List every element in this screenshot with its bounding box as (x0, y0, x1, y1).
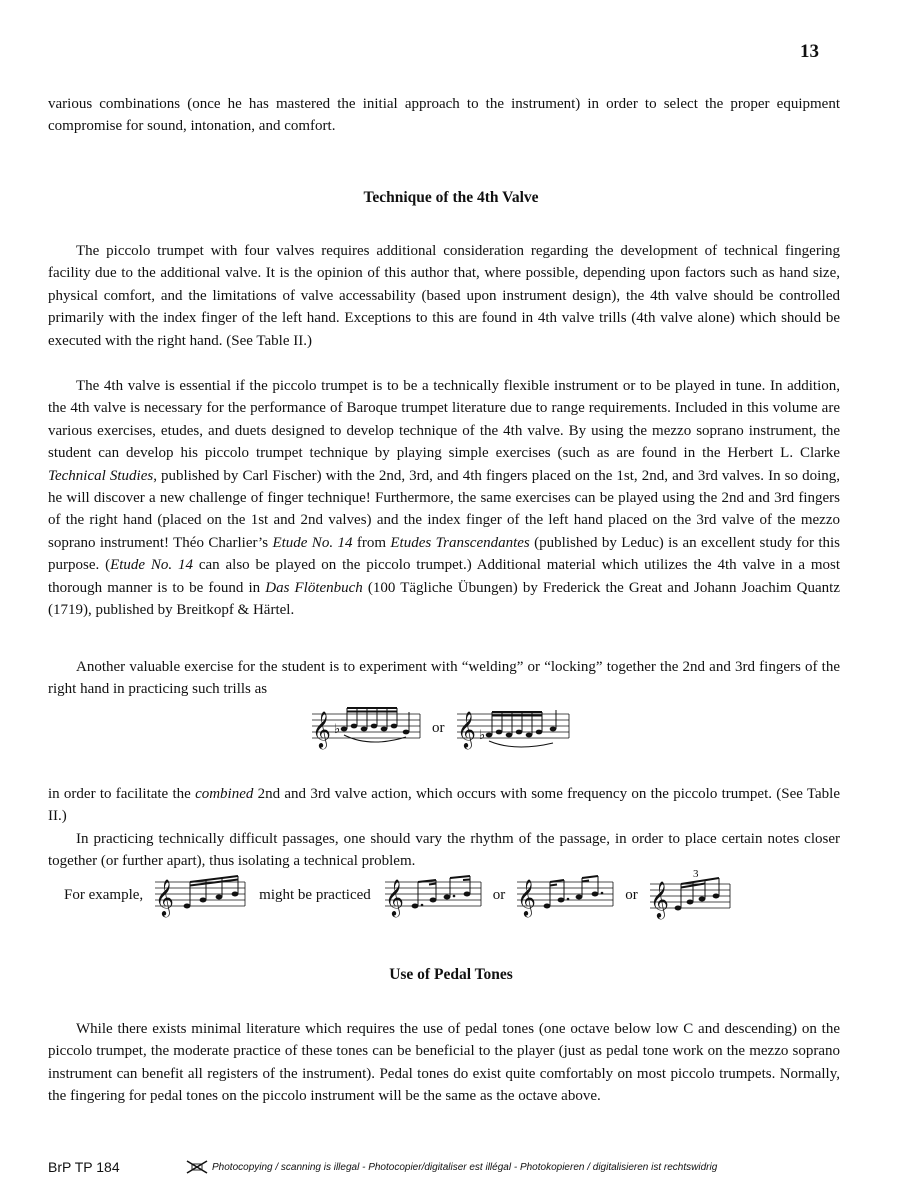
paragraph-combined-action (48, 783, 840, 828)
trill-example-2 (455, 702, 571, 754)
svg-text:𝄞: 𝄞 (456, 710, 476, 748)
rhythm-example-triplet (648, 870, 732, 920)
text-run: (published by Leduc) is an excellent study for this purpose. ( (48, 534, 840, 574)
title-das-flotenbuch: Das Flötenbuch (265, 579, 363, 596)
svg-text:♭: ♭ (478, 727, 485, 742)
paragraph-valve-control: The piccolo trumpet with four valves requires additional consideration regarding the development of technical fingering facility due to the additional valve. It is the opinion of this author that, where possible, depending upon factors such as hand size, physical comfort, and the limitations of valve accessability (based upon instrument design), the 4th valve should be controlled primarily with the index finger of the left hand. Exceptions to this are found in 4th valve trills (4th valve alone) which should be executed with the right hand. (See Table II.) (48, 243, 840, 349)
text-run: 2nd and 3rd valve action, which occurs with some frequency on the piccolo trumpet. (See Table II.) (48, 786, 840, 825)
text-run: (100 Tägliche Übungen) by Frederick the Great and Johann Joachim Quantz (1719), published by Breitkopf & Härtel. (48, 579, 840, 619)
paragraph-welding-fingers: Another valuable exercise for the student is to experiment with “welding” or “locking” together the 2nd and 3rd fingers of the right hand in practicing such trills as (48, 659, 840, 698)
title-etudes-transcendantes: Etudes Transcendantes (390, 534, 530, 551)
svg-text:𝄞: 𝄞 (384, 878, 404, 916)
title-technical-studies: Technical Studies (48, 467, 154, 484)
paragraph-4th-valve-essential (48, 375, 840, 621)
practiced-label: might be practiced (259, 886, 371, 903)
rhythm-example-dotted-1 (383, 870, 483, 920)
no-copying-icon (186, 1160, 208, 1174)
text-run: , published by Carl Fischer) with the 2nd, 3rd, and 4th fingers placed on the 1st, 2nd, and 3rd valves. In so doing, he will discover a new challenge of finger technique! Furthermore, the same exercises can be played using the 2nd and 3rd fingers of the right hand (placed on the 1st and 2nd valves) and the index finger of the left hand placed on the 3rd valve of the mezzo soprano instrument! Théo Charlier’s (48, 467, 840, 551)
text-run: The 4th valve is essential if the piccolo trumpet is to be a technically flexible instrument or to be played in tune. In addition, the 4th valve is necessary for the performance of Baroque trumpet literature due to range requirements. Included in this volume are various exercises, etudes, and duets designed to develop technique of the 4th valve. By using the mezzo soprano instrument, the student can develop his piccolo trumpet technique by playing simple exercises (such as are found in the Herbert L. Clarke (48, 378, 840, 462)
svg-text:♭: ♭ (334, 721, 341, 736)
title-etude-14: Etude No. 14 (110, 557, 193, 574)
title-etude-14: Etude No. 14 (272, 534, 353, 551)
rhythm-example-dotted-2 (515, 870, 615, 920)
footer-catalog-code: BrP TP 184 (48, 1159, 120, 1175)
section-heading-pedal-tones: Use of Pedal Tones (389, 966, 513, 983)
paragraph-vary-rhythm: In practicing technically difficult passages, one should vary the rhythm of the passage, in order to place certain notes closer together (or further apart), thus isolating a technical problem. (48, 831, 840, 870)
triplet-number: 3 (692, 870, 699, 880)
example-label: For example, (64, 886, 144, 903)
or-label: or (492, 886, 506, 903)
svg-text:𝄞: 𝄞 (649, 880, 669, 918)
emphasis-combined: combined (195, 786, 254, 802)
section-heading-4th-valve: Technique of the 4th Valve (363, 189, 539, 206)
svg-text:𝄞: 𝄞 (155, 878, 175, 916)
paragraph-pedal-tones: While there exists minimal literature which requires the use of pedal tones (one octave below low C and descending) on the piccolo trumpet, the moderate practice of these tones can be beneficial to the player (just as pedal tone work on the mezzo soprano instrument can benefit all registers of the instrument). Pedal tones do exist quite comfortably on most piccolo trumpets. Normally, the fingering for pedal tones on the piccolo instrument will be the same as the octave above. (48, 1021, 840, 1105)
text-run: in order to facilitate the (48, 786, 196, 802)
trill-examples (310, 702, 571, 754)
footer-notice-text: Photocopying / scanning is illegal - Photocopier/digitaliser est illégal - Photokopieren / digitalisieren ist rechtswidrig (212, 1161, 718, 1173)
or-label: or (625, 886, 638, 903)
rhythm-example-original (153, 870, 247, 920)
rhythm-examples (64, 870, 732, 920)
footer-copyright-notice (186, 1160, 717, 1174)
trill-example-1 (310, 702, 422, 754)
text-run: from (352, 534, 391, 551)
intro-paragraph: various combinations (once he has mastered the initial approach to the instrument) in order to select the proper equipment compromise for sound, intonation, and comfort. (48, 96, 840, 135)
svg-text:𝄞: 𝄞 (517, 878, 537, 916)
text-run: can also be played on the piccolo trumpet.) Additional material which utilizes the 4th valve in a most thorough manner is to be found in (48, 557, 840, 596)
svg-text:𝄞: 𝄞 (312, 710, 331, 748)
trill-or-label: or (432, 719, 445, 736)
page-number: 13 (800, 41, 819, 62)
